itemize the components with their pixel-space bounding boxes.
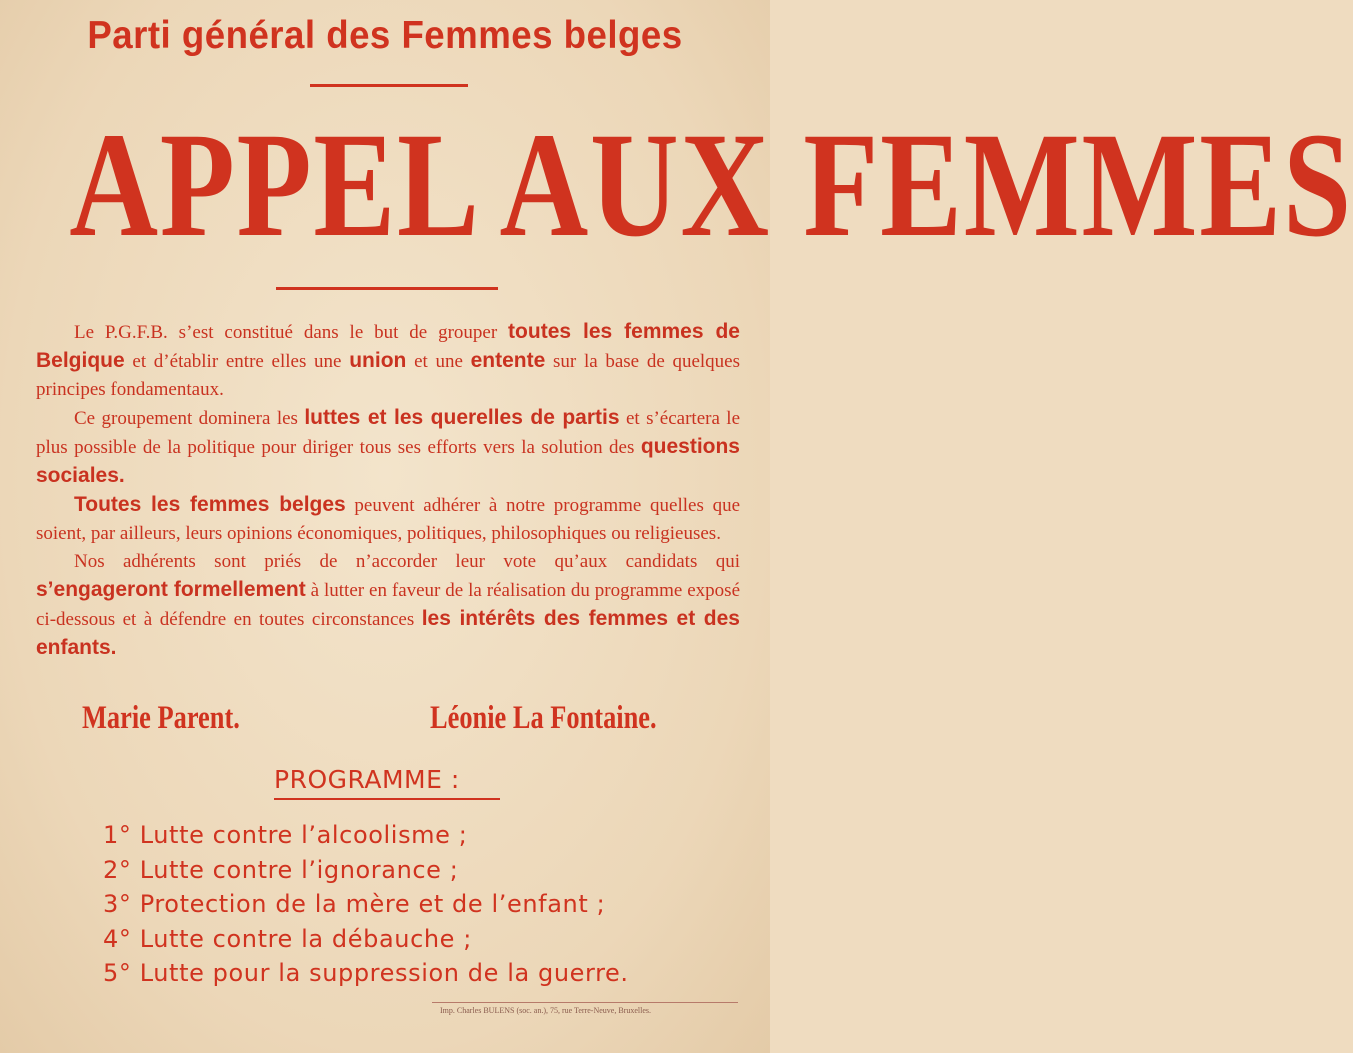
- text-span: et une: [406, 351, 471, 372]
- list-item: 1° Lutte contre l’alcoolisme ;: [103, 821, 468, 849]
- emphasis: toutes les femmes de Belgique: [36, 320, 740, 372]
- programme-list: [103, 818, 629, 991]
- poster-title: APPEL AUX FEMMES: [69, 102, 1353, 268]
- programme-title: PROGRAMME :: [274, 765, 460, 794]
- appeal-text: [36, 318, 740, 663]
- paragraph-3: [36, 491, 740, 548]
- text-span: Le P.G.F.B. s’est constitué dans le but de grouper: [74, 322, 509, 343]
- header-divider-top: [310, 84, 468, 87]
- text-span: peuvent adhérer à notre programme quelles que soient, par ailleurs, leurs opinions économiques, politiques, philosophiques ou religieuses.: [36, 495, 740, 544]
- list-item: 5° Lutte pour la suppression de la guerre.: [103, 959, 629, 987]
- signature-leonie-la-fontaine: Léonie La Fontaine.: [430, 700, 657, 736]
- printer-imprint: Imp. Charles BULENS (soc. an.), 75, rue Terre-Neuve, Bruxelles.: [440, 1006, 652, 1015]
- emphasis: entente: [470, 349, 546, 372]
- party-name: Parti général des Femmes belges: [87, 14, 683, 57]
- text-span: et d’établir entre elles une: [124, 351, 350, 372]
- text-span: et s’écartera le plus possible de la politique pour diriger tous ses efforts vers la solution des: [36, 408, 740, 458]
- emphasis: questions sociales.: [36, 435, 740, 487]
- signature-marie-parent: Marie Parent.: [82, 700, 240, 736]
- emphasis: union: [349, 349, 407, 372]
- header-divider-bottom: [276, 287, 498, 290]
- text-span: Nos adhérents sont priés de n’accorder leur vote qu’aux candidats qui: [74, 551, 740, 572]
- emphasis: s’engageront formellement: [36, 578, 306, 601]
- paragraph-4: [36, 548, 740, 663]
- paragraph-2: [36, 404, 740, 491]
- imprint-divider: [432, 1002, 738, 1003]
- emphasis: luttes et les querelles de partis: [304, 406, 620, 429]
- text-span: Ce groupement dominera les: [74, 408, 305, 429]
- emphasis: Toutes les femmes belges: [74, 493, 346, 516]
- emphasis: les intérêts des femmes et des enfants.: [36, 607, 740, 659]
- text-span: sur la base de quelques principes fondamentaux.: [36, 351, 740, 400]
- list-item: 3° Protection de la mère et de l’enfant ;: [103, 890, 606, 918]
- text-span: à lutter en faveur de la réalisation du programme exposé ci-dessous et à défendre en toutes circonstances: [36, 580, 740, 630]
- list-item: 4° Lutte contre la débauche ;: [103, 924, 472, 953]
- list-item: 2° Lutte contre l’ignorance ;: [103, 855, 459, 884]
- paragraph-1: [36, 318, 740, 404]
- programme-underline: [274, 798, 500, 800]
